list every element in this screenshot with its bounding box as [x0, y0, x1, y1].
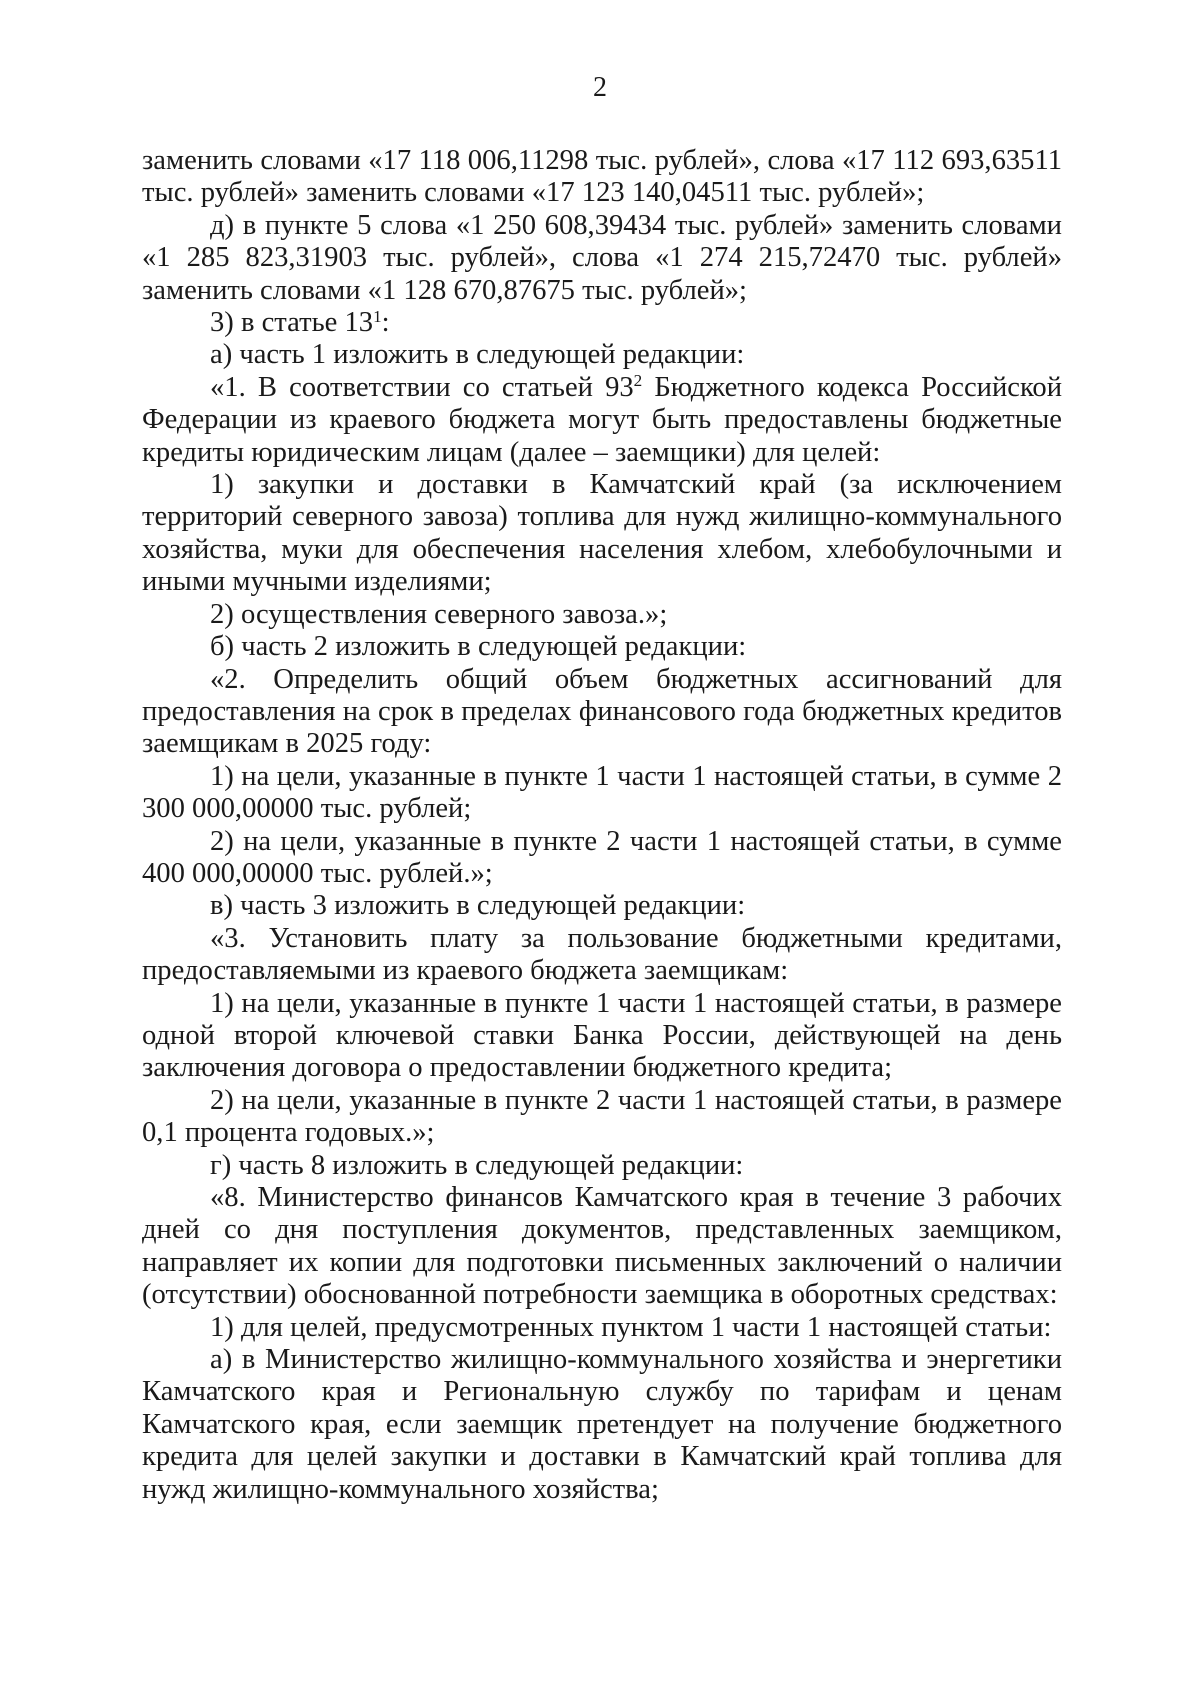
document-paragraph: [142, 307, 1062, 339]
paragraph-text: «3. Установить плату за пользование бюджетными кредитами, предоставляемыми из краевого бюджета заемщикам:: [142, 922, 1062, 987]
paragraph-text: 2) на цели, указанные в пункте 2 части 1 настоящей статьи, в размере 0,1 процента годовых.»;: [142, 1084, 1062, 1149]
document-paragraph: [142, 761, 1062, 826]
page-number: 2: [593, 72, 607, 103]
document-paragraph: [142, 372, 1062, 469]
superscript: 1: [373, 306, 382, 326]
document-paragraph: [142, 599, 1062, 631]
document-paragraph: [142, 145, 1062, 210]
document-paragraph: [142, 631, 1062, 663]
document-paragraph: [142, 1312, 1062, 1344]
paragraph-text: 1) для целей, предусмотренных пунктом 1 части 1 настоящей статьи:: [210, 1311, 1052, 1343]
paragraph-text: 2) на цели, указанные в пункте 2 части 1 настоящей статьи, в сумме 400 000,00000 тыс. рублей.»;: [142, 825, 1062, 889]
paragraph-text: «1. В соответствии со статьей 93: [210, 371, 634, 403]
paragraph-text: д) в пункте 5 слова «1 250 608,39434 тыс. рублей» заменить словами «1 285 823,31903 тыс. рублей», слова «1 274 215,72470 тыс. рублей» заменить словами «1 128 670,87675 тыс. рублей»;: [142, 209, 1062, 306]
document-paragraph: [142, 826, 1062, 891]
document-paragraph: [142, 1182, 1062, 1312]
superscript: 2: [633, 371, 643, 391]
document-body: [142, 145, 1062, 1506]
document-paragraph: [142, 890, 1062, 922]
paragraph-text: 1) закупки и доставки в Камчатский край (за исключением территорий северного завоза) топлива для нужд жилищно-коммунального хозяйства, муки для обеспечения населения хлебом, хлебобулочными и иными мучными изделиями;: [142, 469, 1062, 598]
document-paragraph: [142, 210, 1062, 307]
document-paragraph: [142, 923, 1062, 988]
document-paragraph: [142, 469, 1062, 599]
paragraph-text: 1) на цели, указанные в пункте 1 части 1 настоящей статьи, в размере одной второй ключевой ставки Банка России, действующей на день заключения договора о предоставлении бюджетного кредита;: [142, 987, 1062, 1084]
paragraph-text: а) в Министерство жилищно-коммунального хозяйства и энергетики Камчатского края и Региональную службу по тарифам и ценам Камчатского края, если заемщик претендует на получение бюджетного кредита для целей закупки и доставки в Камчатский край топлива для нужд жилищно-коммунального хозяйства;: [142, 1344, 1062, 1505]
paragraph-text: г) часть 8 изложить в следующей редакции:: [210, 1149, 744, 1181]
paragraph-text: «8. Министерство финансов Камчатского края в течение 3 рабочих дней со дня поступления документов, представленных заемщиком, направляет их копии для подготовки письменных заключений о наличии (отсутствии) обоснованной потребности заемщика в оборотных средствах:: [142, 1182, 1062, 1311]
paragraph-text: в) часть 3 изложить в следующей редакции:: [210, 890, 746, 922]
paragraph-text: 1) на цели, указанные в пункте 1 части 1 настоящей статьи, в сумме 2 300 000,00000 тыс. рублей;: [142, 760, 1062, 825]
paragraph-text: а) часть 1 изложить в следующей редакции:: [210, 339, 745, 371]
paragraph-text: 3) в статье 13: [210, 307, 374, 339]
paragraph-text: заменить словами «17 118 006,11298 тыс. рублей», слова «17 112 693,63511 тыс. рублей» заменить словами «17 123 140,04511 тыс. рублей»;: [142, 145, 1062, 209]
document-paragraph: [142, 664, 1062, 761]
document-paragraph: [142, 1085, 1062, 1150]
paragraph-text: Бюджетного кодекса Российской Федерации из краевого бюджета могут быть предоставлены бюджетные кредиты юридическим лицам (далее – заемщики) для целей:: [142, 371, 1062, 468]
paragraph-text: 2) осуществления северного завоза.»;: [210, 598, 668, 630]
paragraph-text: б) часть 2 изложить в следующей редакции:: [210, 631, 747, 663]
document-paragraph: [142, 1344, 1062, 1506]
document-paragraph: [142, 339, 1062, 371]
document-paragraph: [142, 988, 1062, 1085]
paragraph-text: «2. Определить общий объем бюджетных ассигнований для предоставления на срок в пределах финансового года бюджетных кредитов заемщикам в 2025 году:: [142, 663, 1062, 760]
document-paragraph: [142, 1150, 1062, 1182]
paragraph-text: :: [381, 307, 390, 339]
